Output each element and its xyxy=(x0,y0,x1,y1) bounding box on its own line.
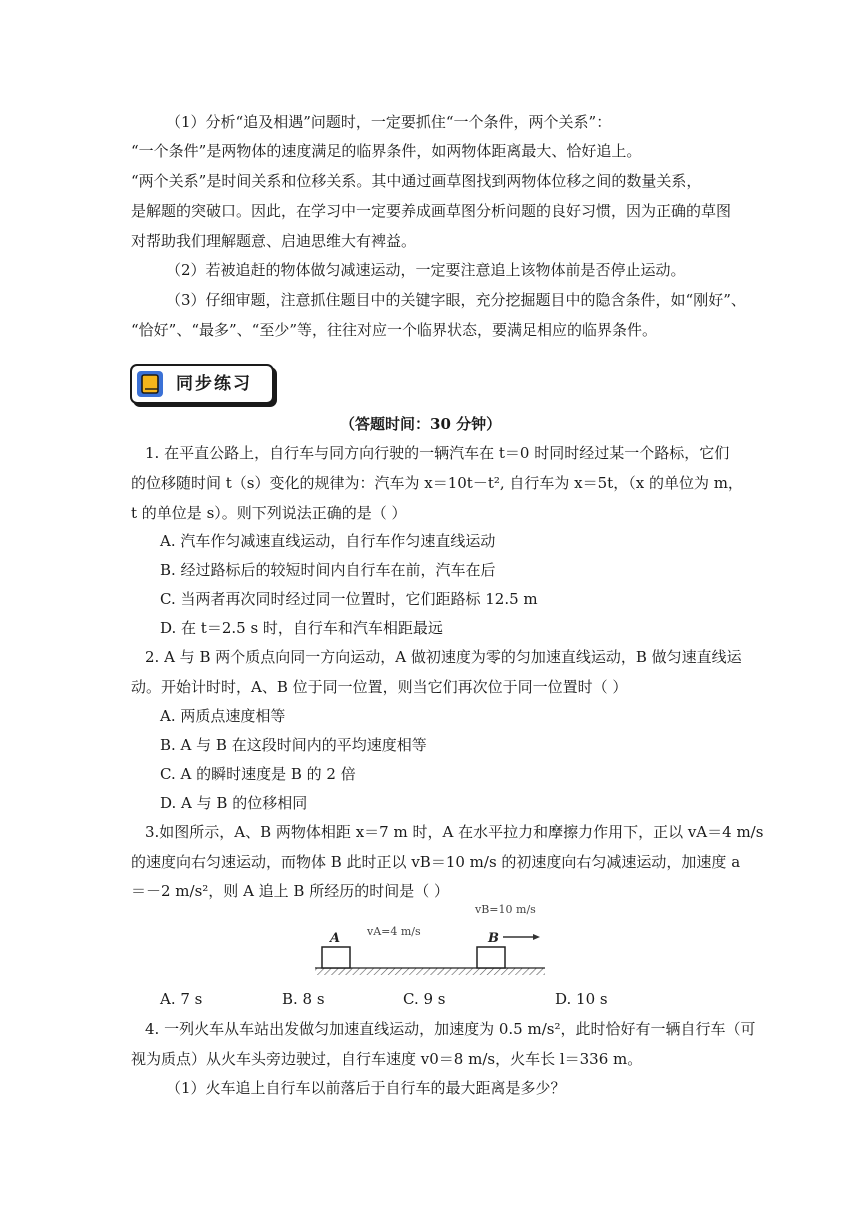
q1-option-d: D. 在 t＝2.5 s 时，自行车和汽车相距最远 xyxy=(160,619,443,637)
q3-option-a: A. 7 s xyxy=(160,990,203,1008)
q2-option-b: B. A 与 B 在这段时间内的平均速度相等 xyxy=(160,736,427,754)
tip-line-7: （3）仔细审题，注意抓住题目中的关键字眼，充分挖掘题目中的隐含条件，如“刚好”、 xyxy=(166,291,746,309)
q1-line-3: t 的单位是 s）。则下列说法正确的是（ ） xyxy=(131,504,407,522)
q2-option-d: D. A 与 B 的位移相同 xyxy=(160,794,308,812)
q1-option-c: C. 当两者再次同时经过同一位置时，它们距路标 12.5 m xyxy=(160,590,538,608)
q4-line-1: 4. 一列火车从车站出发做匀加速直线运动，加速度为 0.5 m/s²，此时恰好有一辆自行车（可 xyxy=(145,1020,756,1038)
label-a: A xyxy=(330,931,341,946)
time-note: （答题时间：30 分钟） xyxy=(340,415,502,433)
q3-option-d: D. 10 s xyxy=(555,990,608,1008)
q3-line-3: ＝－2 m/s²，则 A 追上 B 所经历的时间是（ ） xyxy=(131,882,449,900)
velocity-a-label: vA=4 m/s xyxy=(367,925,421,938)
q3-option-c: C. 9 s xyxy=(403,990,446,1008)
tip-line-2: “一个条件”是两物体的速度满足的临界条件，如两物体距离最大、恰好追上。 xyxy=(131,142,642,160)
tip-line-5: 对帮助我们理解题意、启迪思维大有裨益。 xyxy=(131,232,417,250)
q2-line-1: 2. A 与 B 两个质点向同一方向运动，A 做初速度为零的匀加速直线运动，B 做匀速直线运 xyxy=(145,648,742,666)
q3-line-2: 的速度向右匀速运动，而物体 B 此时正以 vB＝10 m/s 的初速度向右匀减速运动，加速度 a xyxy=(131,853,741,871)
q4-line-2: 视为质点）从火车头旁边驶过，自行车速度 v0＝8 m/s，火车长 l＝336 m。 xyxy=(131,1050,643,1068)
q1-option-b: B. 经过路标后的较短时间内自行车在前，汽车在后 xyxy=(160,561,496,579)
section-title: 同步练习 xyxy=(176,374,252,394)
tip-line-6: （2）若被追赶的物体做匀减速运动，一定要注意追上该物体前是否停止运动。 xyxy=(166,261,686,279)
block-a xyxy=(322,947,350,968)
q2-option-c: C. A 的瞬时速度是 B 的 2 倍 xyxy=(160,765,356,783)
q3-line-1: 3.如图所示，A、B 两物体相距 x＝7 m 时，A 在水平拉力和摩擦力作用下，正以 vA＝4 m/s xyxy=(145,823,764,841)
tip-line-3: “两个关系”是时间关系和位移关系。其中通过画草图找到两物体位移之间的数量关系， xyxy=(131,172,702,190)
tip-line-8: “恰好”、“最多”、“至少”等，往往对应一个临界状态，要满足相应的临界条件。 xyxy=(131,321,658,339)
label-b: B xyxy=(488,931,499,946)
arrow-right-icon xyxy=(503,934,540,940)
q2-option-a: A. 两质点速度相等 xyxy=(160,707,286,725)
motion-diagram xyxy=(305,895,550,980)
velocity-b-label: vB=10 m/s xyxy=(475,903,536,916)
q1-option-a: A. 汽车作匀减速直线运动，自行车作匀速直线运动 xyxy=(160,532,496,550)
q2-line-2: 动。开始计时时，A、B 位于同一位置，则当它们再次位于同一位置时（ ） xyxy=(131,678,628,696)
q1-line-1: 1. 在平直公路上，自行车与同方向行驶的一辆汽车在 t＝0 时同时经过某一个路标，它们 xyxy=(145,444,730,462)
book-icon xyxy=(137,371,163,397)
ground xyxy=(315,968,545,975)
tip-line-1: （1）分析“追及相遇”问题时，一定要抓住“一个条件，两个关系”： xyxy=(166,113,612,131)
q4-subquestion-1: （1）火车追上自行车以前落后于自行车的最大距离是多少？ xyxy=(166,1079,566,1097)
q1-line-2: 的位移随时间 t（s）变化的规律为：汽车为 x＝10t－t², 自行车为 x＝5t，（x 的单位为 m， xyxy=(131,474,743,492)
block-b xyxy=(477,947,505,968)
section-header xyxy=(130,364,274,404)
q3-option-b: B. 8 s xyxy=(282,990,325,1008)
tip-line-4: 是解题的突破口。因此，在学习中一定要养成画草图分析问题的良好习惯，因为正确的草图 xyxy=(131,202,732,220)
